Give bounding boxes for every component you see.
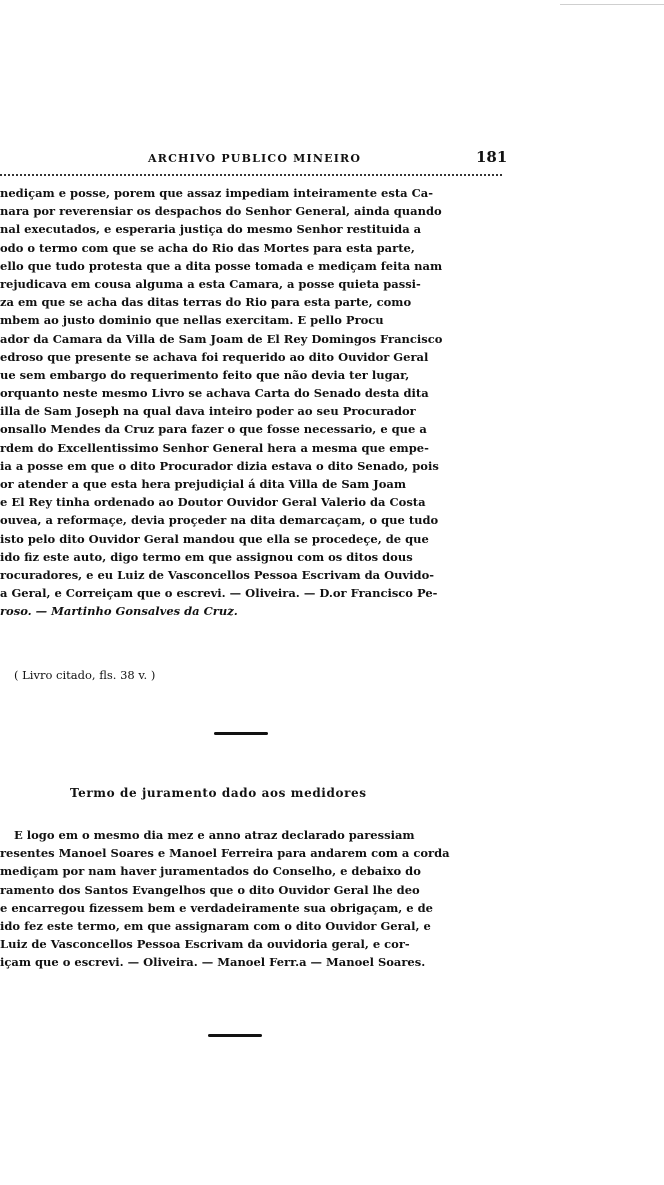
document-a-text bbox=[0, 184, 500, 621]
document-b-text bbox=[0, 826, 500, 972]
text-line: Luiz de Vasconcellos Pessoa Escrivam da ouvidoria geral, e cor- bbox=[0, 937, 410, 952]
source-citation: ( Livro citado, fls. 38 v. ) bbox=[14, 668, 156, 682]
header-dotted-rule bbox=[0, 174, 502, 176]
text-line: edroso que presente se achava foi requerido ao dito Ouvidor Geral bbox=[0, 349, 429, 364]
running-header bbox=[0, 148, 664, 170]
text-line: e encarregou fizessem bem e verdadeiramente sua obrigaçam, e de bbox=[0, 900, 433, 915]
text-line: nal executados, e esperaria justiça do mesmo Senhor restituida a bbox=[0, 222, 422, 237]
page-number: 181 bbox=[476, 148, 508, 166]
text-line: ador da Camara da Villa de Sam Joam de El Rey Domingos Francisco bbox=[0, 331, 443, 346]
text-line: onsallo Mendes da Cruz para fazer o que fosse necessario, e que a bbox=[0, 422, 427, 437]
text-line: e El Rey tinha ordenado ao Doutor Ouvidor Geral Valerio da Costa bbox=[0, 495, 426, 510]
text-line: rejudicava em cousa alguma a esta Camara, a posse quieta passi- bbox=[0, 276, 421, 291]
text-line: içam que o escrevi. — Oliveira. — Manoel Ferr.a — Manoel Soares. bbox=[0, 955, 426, 970]
text-line: rdem do Excellentissimo Senhor General hera a mesma que empe- bbox=[0, 440, 429, 455]
end-separator bbox=[208, 1034, 262, 1037]
text-line: nara por reverensiar os despachos do Senhor General, ainda quando bbox=[0, 204, 442, 219]
text-line: isto pelo dito Ouvidor Geral mandou que ella se procedeçe, de que bbox=[0, 531, 429, 546]
text-line: E logo em o mesmo dia mez e anno atraz declarado paressiam bbox=[14, 828, 415, 842]
top-edge-rule bbox=[560, 4, 664, 5]
text-line: za em que se acha das ditas terras do Rio para esta parte, como bbox=[0, 295, 412, 310]
text-line: mediçam por nam haver juramentados do Conselho, e debaixo do bbox=[0, 864, 421, 879]
text-line: ramento dos Santos Evangelhos que o dito Ouvidor Geral lhe deo bbox=[0, 882, 420, 897]
text-line: ido fez este termo, em que assignaram com o dito Ouvidor Geral, e bbox=[0, 918, 431, 933]
signature-line: roso. — Martinho Gonsalves da Cruz. bbox=[0, 604, 238, 619]
text-line: nediçam e posse, porem que assaz impediam inteiramente esta Ca- bbox=[0, 186, 433, 200]
section-separator bbox=[214, 732, 268, 735]
text-line: odo o termo com que se acha do Rio das Mortes para esta parte, bbox=[0, 240, 415, 255]
text-line: ia a posse em que o dito Procurador dizia estava o dito Senado, pois bbox=[0, 458, 439, 473]
section-title: Termo de juramento dado aos medidores bbox=[70, 786, 367, 800]
text-line: illa de Sam Joseph na qual dava inteiro poder ao seu Procurador bbox=[0, 404, 416, 419]
text-line: ouvea, a reformaçe, devia proçeder na dita demarcaçam, o que tudo bbox=[0, 513, 439, 528]
text-line: mbem ao justo dominio que nellas exercitam. E pello Procu bbox=[0, 313, 384, 328]
running-title: ARCHIVO PUBLICO MINEIRO bbox=[148, 152, 362, 165]
text-line: ue sem embargo do requerimento feito que não devia ter lugar, bbox=[0, 367, 410, 382]
text-line: orquanto neste mesmo Livro se achava Carta do Senado desta dita bbox=[0, 386, 429, 401]
text-line: rocuradores, e eu Luiz de Vasconcellos Pessoa Escrivam da Ouvido- bbox=[0, 567, 435, 582]
text-line: ido fiz este auto, digo termo em que assignou com os ditos dous bbox=[0, 549, 413, 564]
text-line: or atender a que esta hera prejudiçial á dita Villa de Sam Joam bbox=[0, 477, 406, 491]
text-line: ello que tudo protesta que a dita posse tomada e mediçam feita nam bbox=[0, 258, 443, 273]
text-line: a Geral, e Correiçam que o escrevi. — Oliveira. — D.or Francisco Pe- bbox=[0, 586, 438, 601]
text-line: resentes Manoel Soares e Manoel Ferreira para andarem com a corda bbox=[0, 846, 450, 861]
